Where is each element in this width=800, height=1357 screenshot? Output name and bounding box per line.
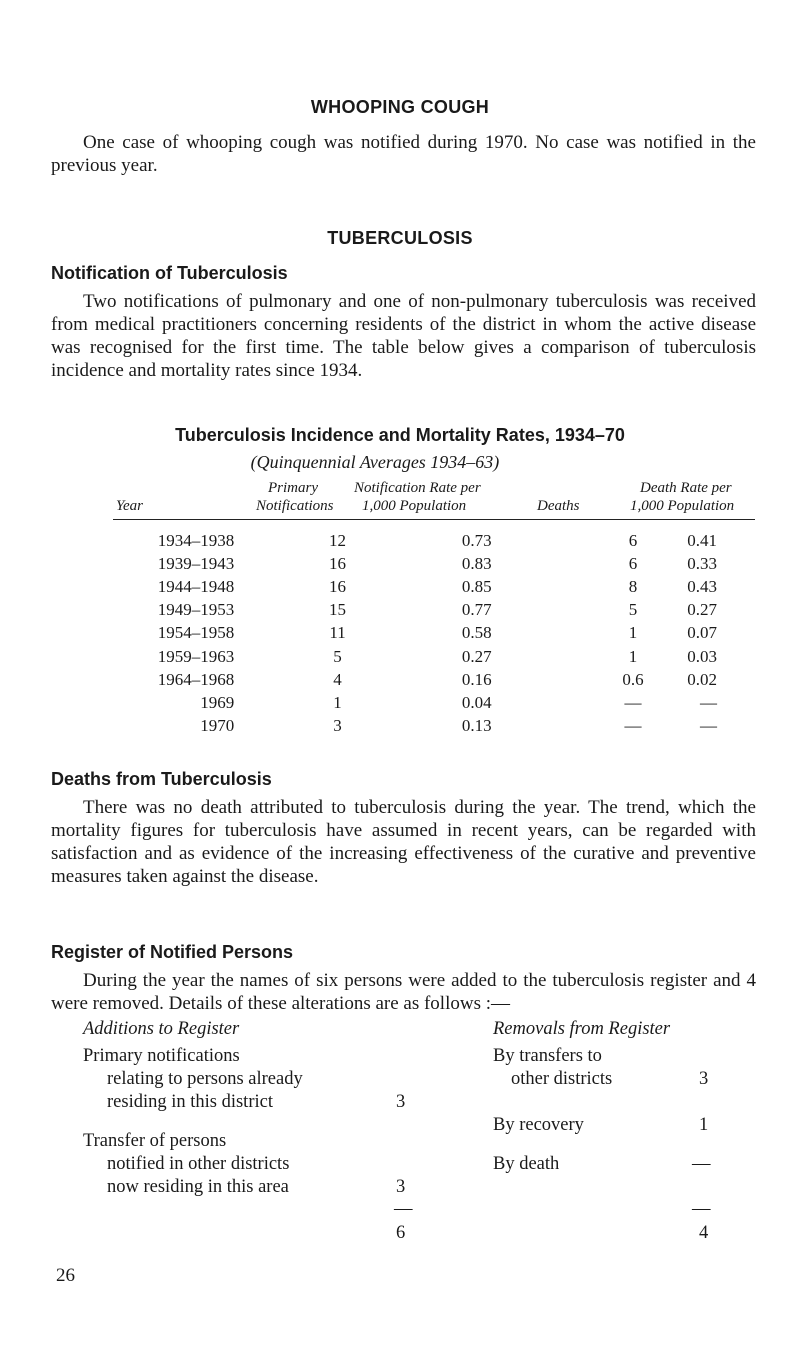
table-subtitle: (Quinquennial Averages 1934–63): [250, 452, 500, 472]
cell-notification-rate: 0.83: [461, 554, 492, 574]
cell-notification-rate: 0.16: [461, 669, 492, 689]
removals-total-rule: —: [692, 1199, 711, 1219]
table-row: [113, 691, 755, 714]
cell-year: 1939–1943: [157, 554, 235, 574]
addition-1-line-2: relating to persons already: [107, 1069, 303, 1089]
cell-notification-rate: 0.27: [461, 646, 492, 666]
cell-year: 1964–1968: [157, 669, 235, 689]
header-death-rate-2: 1,000 Population: [630, 498, 735, 514]
cell-death-rate: 0.27: [687, 600, 717, 620]
cell-notification-rate: 0.73: [461, 531, 492, 551]
cell-year: 1959–1963: [157, 646, 235, 666]
cell-death-rate: 0.02: [687, 669, 717, 689]
removals-total: 4: [699, 1223, 709, 1243]
cell-primary-notifications: 5: [333, 646, 342, 666]
removal-3-value: —: [692, 1154, 711, 1174]
addition-1-value: 3: [396, 1092, 406, 1112]
table-row: [113, 644, 755, 667]
removal-1-line-2: other districts: [511, 1069, 613, 1089]
table-title: Tuberculosis Incidence and Mortality Rates, 1934–70: [175, 425, 625, 445]
cell-year: 1969: [200, 692, 235, 712]
cell-notification-rate: 0.77: [461, 600, 492, 620]
cell-deaths: 1: [628, 623, 638, 643]
addition-2-line-2: notified in other districts: [107, 1154, 290, 1174]
cell-death-rate: 0.33: [687, 554, 717, 574]
notification-heading: Notification of Tuberculosis: [51, 263, 288, 283]
header-primary-1: Primary: [268, 480, 318, 496]
removal-2-value: 1: [699, 1115, 709, 1135]
cell-year: 1970: [200, 715, 235, 735]
table-row: [113, 529, 755, 552]
addition-2-line-1: Transfer of persons: [83, 1131, 227, 1151]
cell-deaths: 0.6: [622, 669, 644, 689]
removal-1-line-1: By transfers to: [493, 1046, 602, 1066]
whooping-cough-title: WHOOPING COUGH: [310, 97, 490, 117]
additions-total-rule: —: [394, 1199, 413, 1219]
table-row: [113, 621, 755, 644]
table-row: [113, 714, 755, 737]
removals-heading: Removals from Register: [493, 1019, 671, 1039]
removal-1-value: 3: [699, 1069, 709, 1089]
header-primary-2: Notifications: [256, 498, 334, 514]
deaths-heading: Deaths from Tuberculosis: [51, 769, 272, 789]
cell-death-rate: —: [700, 715, 717, 735]
cell-deaths: —: [624, 715, 642, 735]
cell-year: 1934–1938: [157, 531, 235, 551]
addition-2-line-3: now residing in this area: [107, 1177, 289, 1197]
cell-year: 1944–1948: [157, 577, 235, 597]
cell-primary-notifications: 16: [329, 577, 347, 597]
addition-1-line-3: residing in this district: [107, 1092, 273, 1112]
table-row: [113, 668, 755, 691]
header-deaths: Deaths: [537, 498, 580, 514]
header-death-rate-1: Death Rate per: [640, 480, 732, 496]
whooping-cough-text: One case of whooping cough was notified during 1970. No case was notified in the previous year.: [51, 132, 756, 176]
register-heading: Register of Notified Persons: [51, 942, 294, 962]
table-row: [113, 552, 755, 575]
cell-deaths: 6: [628, 531, 638, 551]
cell-deaths: 1: [628, 646, 638, 666]
cell-notification-rate: 0.85: [461, 577, 492, 597]
cell-death-rate: 0.03: [687, 646, 717, 666]
cell-primary-notifications: 3: [333, 715, 342, 735]
additions-heading: Additions to Register: [83, 1019, 240, 1039]
cell-death-rate: 0.41: [687, 531, 717, 551]
cell-primary-notifications: 16: [329, 554, 347, 574]
cell-notification-rate: 0.04: [461, 692, 492, 712]
page-number: 26: [56, 1265, 75, 1286]
cell-death-rate: —: [700, 692, 717, 712]
cell-notification-rate: 0.13: [461, 715, 492, 735]
cell-year: 1949–1953: [157, 600, 235, 620]
addition-1-line-1: Primary notifications: [83, 1046, 240, 1066]
removal-3-line-1: By death: [493, 1154, 560, 1174]
removal-2-line-1: By recovery: [493, 1115, 584, 1135]
cell-primary-notifications: 15: [329, 600, 347, 620]
notification-text: Two notifications of pulmonary and one of non-pulmonary tuberculosis was received from medical practitioners concerning residents of the district in whom the active disease was recognised for the first time. The table below gives a comparison of tuberculosis incidence and mortality rates since 1934.: [51, 291, 756, 381]
tb-rates-table: [113, 529, 755, 737]
cell-primary-notifications: 12: [329, 531, 347, 551]
cell-deaths: 6: [628, 554, 638, 574]
cell-year: 1954–1958: [157, 623, 235, 643]
cell-deaths: 5: [628, 600, 638, 620]
cell-primary-notifications: 11: [329, 623, 346, 643]
register-text: During the year the names of six persons were added to the tuberculosis register and 4 were removed. Details of these alterations are as follows :—: [51, 970, 756, 1014]
cell-deaths: —: [624, 692, 642, 712]
cell-primary-notifications: 4: [333, 669, 342, 689]
cell-primary-notifications: 1: [333, 692, 342, 712]
deaths-text: There was no death attributed to tuberculosis during the year. The trend, which the mortality figures for tuberculosis have assumed in recent years, can be regarded with satisfaction and as evidence of the increasing effectiveness of the curative and preventive measures taken against the disease.: [51, 797, 756, 887]
header-rate-1: Notification Rate per: [354, 480, 481, 496]
header-year: Year: [116, 498, 143, 514]
cell-notification-rate: 0.58: [461, 623, 492, 643]
cell-death-rate: 0.07: [687, 623, 717, 643]
tuberculosis-title: TUBERCULOSIS: [327, 228, 473, 248]
additions-total: 6: [396, 1223, 406, 1243]
cell-deaths: 8: [628, 577, 638, 597]
addition-2-value: 3: [396, 1177, 406, 1197]
table-row: [113, 575, 755, 598]
table-row: [113, 598, 755, 621]
header-rate-2: 1,000 Population: [362, 498, 467, 514]
table-header-rule: [113, 519, 755, 520]
cell-death-rate: 0.43: [687, 577, 717, 597]
